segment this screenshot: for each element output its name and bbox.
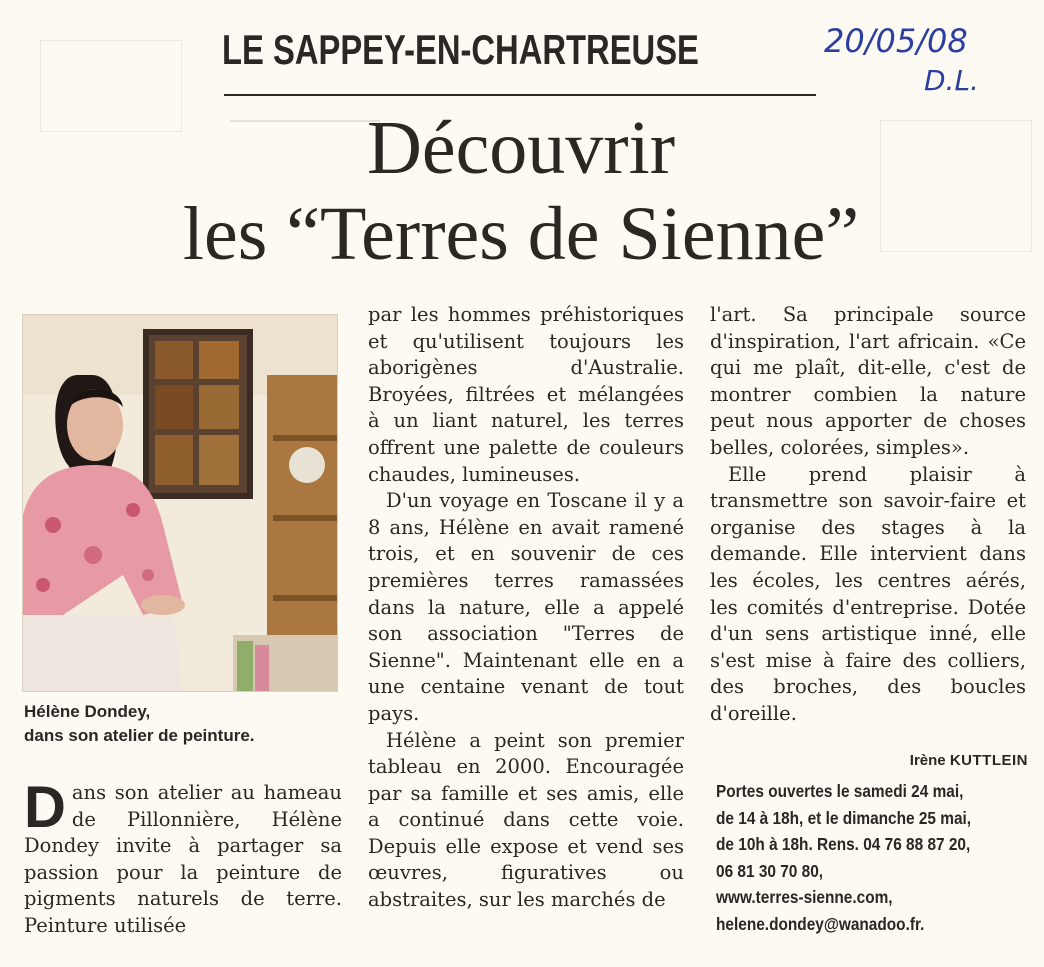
website-link[interactable]: www.terres-sienne.com,	[716, 887, 893, 907]
caption-line-2: dans son atelier de peinture.	[24, 726, 255, 745]
byline-first-name: Irène	[909, 752, 946, 769]
caption-line-1: Hélène Dondey,	[24, 702, 151, 721]
email-link[interactable]: helene.dondey@wanadoo.fr.	[716, 913, 925, 934]
photo-caption	[24, 700, 344, 748]
practical-info	[716, 778, 998, 937]
paragraph: l'art. Sa principale source d'inspiration, l'art africain. «Ce qui me plaît, dit-elle, c'est de montrer combien la nature peut nous apporter de choses belles, colorées, simples».	[710, 303, 1026, 459]
headline-line-1: Découvrir	[366, 106, 676, 190]
info-line: 06 81 30 70 80,	[716, 860, 824, 881]
article-photo	[22, 314, 338, 692]
paragraph: Elle prend plaisir à transmettre son savoir-faire et organise des stages à la demande. Elle intervient dans les écoles, les centres aérés, les comités d'entreprise. Dotée d'un sens artistique inné, elle s'est mise à faire des colliers, des broches, des boucles d'oreille.	[710, 462, 1026, 725]
paragraph-text: ans son atelier au hameau de Pillonnière, Hélène Dondey invite à partager sa passion pour la peinture de pigments naturels de terre. Peinture utilisée	[24, 781, 342, 937]
byline	[716, 752, 1028, 769]
bleed-through-text	[880, 120, 1032, 252]
article-column-1	[24, 775, 342, 940]
paragraph: par les hommes préhistoriques et qu'utilisent toujours les aborigènes d'Australie. Broyées, filtrées et mélangées à un liant naturel, les terres offrent une palette de couleurs chaudes, lumineuses.	[368, 303, 684, 486]
article-column-2	[368, 302, 684, 914]
drop-cap: D	[24, 775, 66, 840]
article-column-3	[710, 302, 1026, 728]
headline-line-2: les “Terres de Sienne”	[182, 192, 860, 276]
header-rule	[224, 94, 816, 96]
handwritten-date: 20/05/08	[824, 22, 968, 60]
byline-last-name: KUTTLEIN	[949, 752, 1028, 769]
section-header: LE SAPPEY-EN-CHARTREUSE	[222, 26, 699, 73]
paragraph: Hélène a peint son premier tableau en 2000. Encouragée par sa famille et ses amis, elle a continué dans cette voie. Depuis elle expose et vend ses œuvres, figuratives ou abstraites, sur les marchés de	[368, 728, 684, 912]
paragraph	[24, 775, 342, 940]
handwritten-source: D.L.	[924, 64, 979, 97]
photo-illustration	[23, 315, 337, 691]
info-line: Portes ouvertes le samedi 24 mai,	[716, 781, 964, 801]
info-line: de 14 à 18h, et le dimanche 25 mai,	[716, 807, 972, 828]
info-line: de 10h à 18h. Rens. 04 76 88 87 20,	[716, 834, 971, 854]
paragraph: D'un voyage en Toscane il y a 8 ans, Hélène en avait ramené trois, et en souvenir de ces premières terres ramassées dans la nature, elle a appelé son association "Terres de Sienne". Maintenant elle en a une centaine venant de tout pays.	[368, 489, 684, 725]
